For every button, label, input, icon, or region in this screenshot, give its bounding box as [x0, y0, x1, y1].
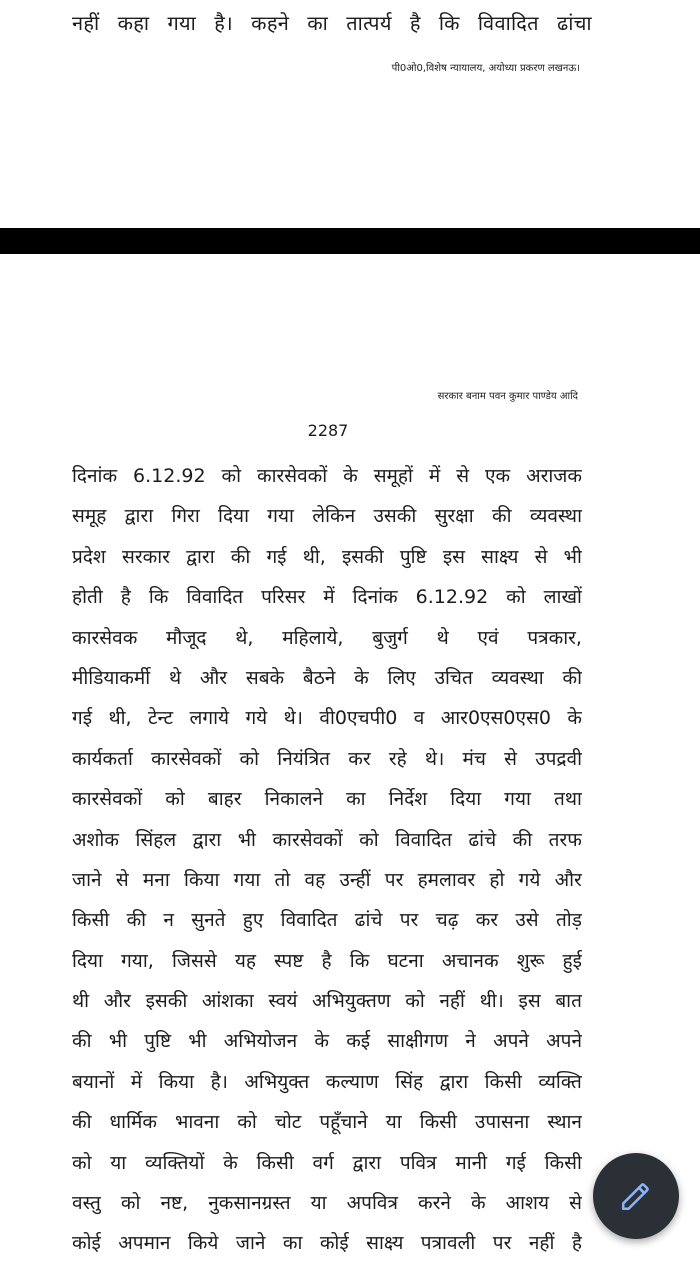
- edit-button[interactable]: [593, 1153, 679, 1239]
- page-number: 2287: [307, 421, 349, 440]
- page-divider: [0, 228, 700, 254]
- text-line: कारसेवक मौजूद थे, महिलाये, बुजुर्ग थे एवं पत्रकार,: [72, 626, 582, 649]
- text-line: दिया गया, जिससे यह स्पष्ट है कि घटना अचानक शुरू हुई: [72, 949, 582, 972]
- text-line: को या व्यक्तियों के किसी वर्ग द्वारा पवित्र मानी गई किसी: [72, 1151, 582, 1174]
- text-line: कार्यकर्ता कारसेवकों को नियंत्रित कर रहे थे। मंच से उपद्रवी: [72, 747, 582, 770]
- text-line: की धार्मिक भावना को चोट पहूँचाने या किसी उपासना स्थान: [72, 1111, 582, 1134]
- text-line: गई थी, टेन्ट लगाये गये थे। वी0एचपी0 व आर0एस0एस0 के: [72, 707, 582, 730]
- previous-page: [0, 0, 700, 228]
- text-line: दिनांक 6.12.92 को कारसेवकों के समूहों में से एक अराजक: [72, 465, 582, 487]
- text-line: कोई अपमान किये जाने का कोई साक्ष्य पत्रावली पर नहीं है: [72, 1232, 582, 1255]
- text-line: प्रदेश सरकार द्वारा की गई थी, इसकी पुष्टि इस साक्ष्य से भी: [72, 545, 582, 568]
- pencil-icon: [619, 1179, 653, 1213]
- text-line: समूह द्वारा गिरा दिया गया लेकिन उसकी सुरक्षा की व्यवस्था: [72, 505, 582, 528]
- text-line: किसी की न सुनते हुए विवादित ढांचे पर चढ़ कर उसे तोड़: [72, 909, 582, 932]
- text-line: बयानों में किया है। अभियुक्त कल्याण सिंह द्वारा किसी व्यक्ति: [72, 1070, 582, 1093]
- previous-page-footer: पी0ओ0,विशेष न्यायालय, अयोध्या प्रकरण लखनऊ।: [391, 63, 580, 74]
- body-text: [72, 456, 582, 1264]
- current-page: [0, 254, 700, 1262]
- text-line: अशोक सिंहल द्वारा भी कारसेवकों को विवादित ढांचे की तरफ: [72, 828, 582, 851]
- text-line: मीडियाकर्मी थे और सबके बैठने के लिए उचित व्यवस्था की: [72, 666, 582, 689]
- text-line: जाने से मना किया गया तो वह उन्हीं पर हमलावर हो गये और: [72, 868, 582, 891]
- page-header: सरकार बनाम पवन कुमार पाण्डेय आदि: [437, 391, 578, 402]
- text-line: वस्तु को नष्ट, नुकसानग्रस्त या अपवित्र करने के आशय से: [72, 1192, 582, 1215]
- previous-page-last-line: नहीं कहा गया है। कहने का तात्पर्य है कि विवादित ढांचा: [72, 11, 592, 35]
- text-line: कारसेवकों को बाहर निकालने का निर्देश दिया गया तथा: [72, 788, 582, 811]
- text-line: थी और इसकी आंशका स्वयं अभियुक्तण को नहीं थी। इस बात: [72, 990, 582, 1013]
- text-line: होती है कि विवादित परिसर में दिनांक 6.12.92 को लाखों: [72, 586, 582, 609]
- text-line: की भी पुष्टि भी अभियोजन के कई साक्षीगण ने अपने अपने: [72, 1030, 582, 1053]
